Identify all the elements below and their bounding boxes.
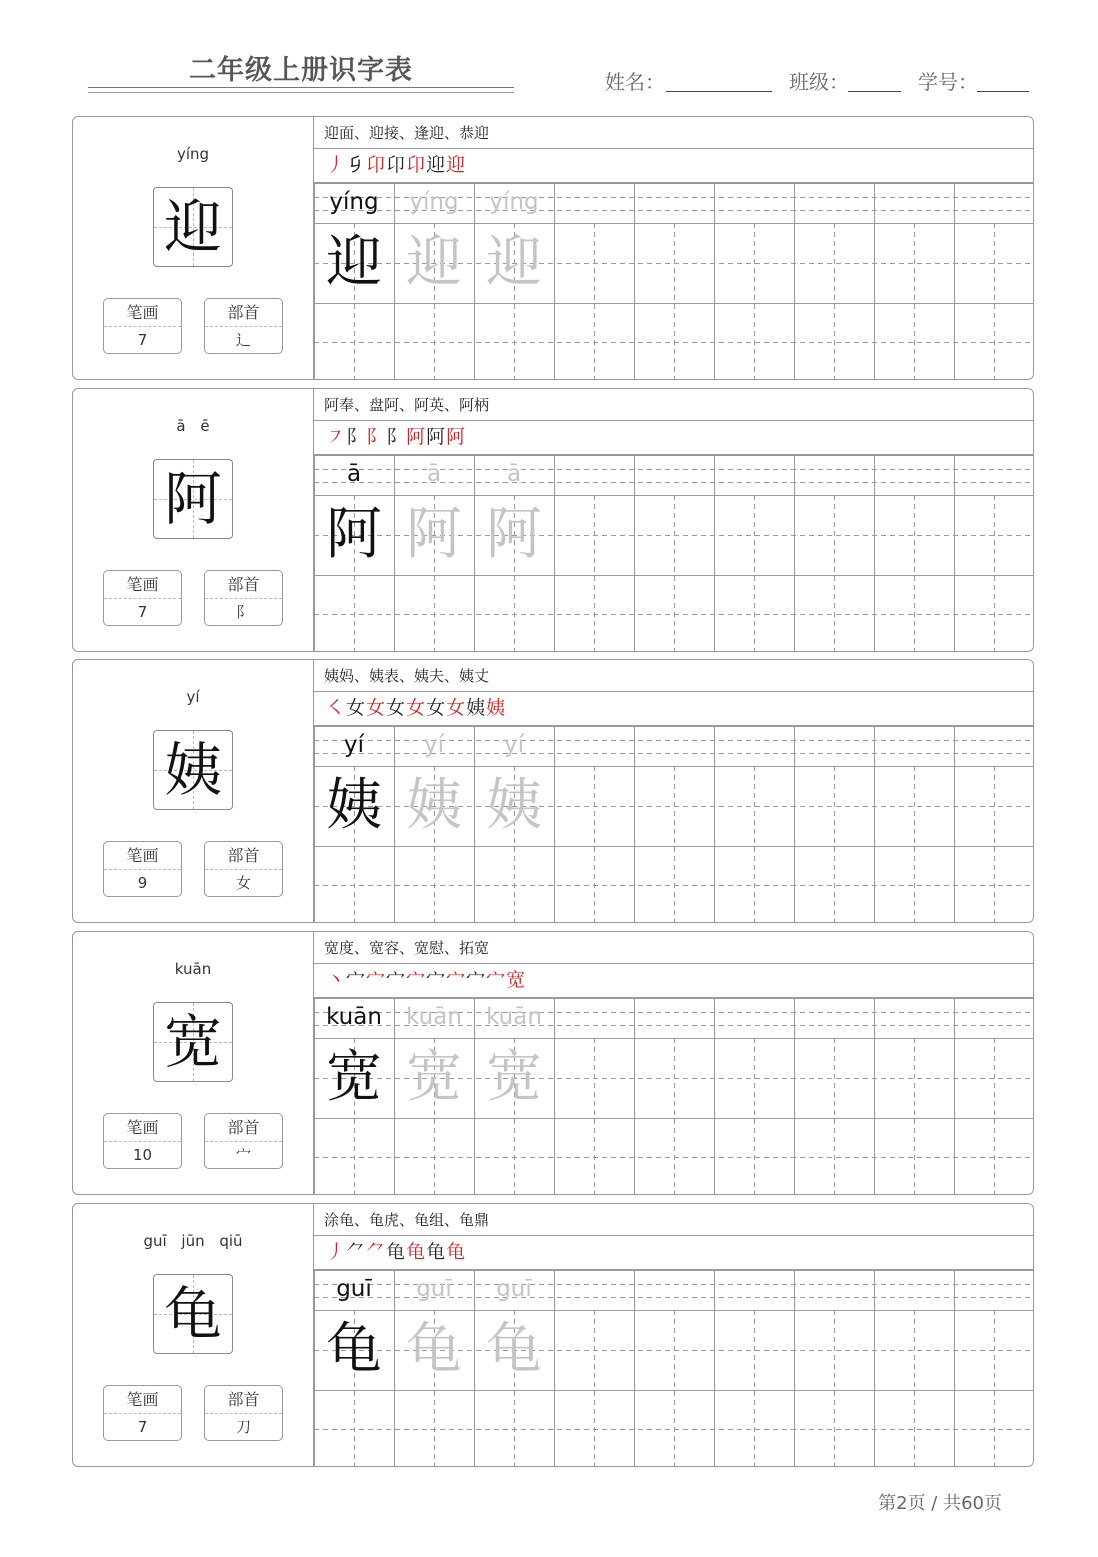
practice-char-cell: 宽 xyxy=(486,1045,542,1110)
stroke-count-label: 笔画 xyxy=(104,1386,181,1414)
stroke-step: 阿 xyxy=(446,426,466,448)
title-underline-thin xyxy=(88,92,514,93)
char-display-box xyxy=(153,187,233,267)
stroke-step: 阿 xyxy=(406,426,426,448)
practice-char-cell: 迎 xyxy=(406,230,462,295)
character-card xyxy=(72,1203,1034,1467)
stroke-step: 女 xyxy=(446,697,466,719)
radical-value: 宀 xyxy=(235,1146,251,1164)
practice-char-cell: 姨 xyxy=(406,773,462,838)
practice-char-cell: 宽 xyxy=(326,1045,382,1110)
practice-char-cell: 阿 xyxy=(406,502,462,567)
practice-char-cell: 迎 xyxy=(486,230,542,295)
stroke-step: 丿 xyxy=(326,1241,346,1263)
char-display-box xyxy=(153,1274,233,1354)
char-info-panel xyxy=(73,660,314,922)
stroke-step: 宽 xyxy=(506,969,526,991)
practice-panel xyxy=(314,660,1033,922)
name-label: 姓名： xyxy=(605,70,665,94)
stroke-step: 丿 xyxy=(326,154,346,176)
practice-grid[interactable] xyxy=(314,998,1034,1195)
practice-panel xyxy=(314,932,1033,1194)
stroke-count-value: 7 xyxy=(137,1418,148,1436)
stroke-count-box xyxy=(103,841,182,897)
radical-label: 部首 xyxy=(205,842,282,870)
stroke-step: 阝 xyxy=(386,426,406,448)
stroke-step: ㇛ xyxy=(326,697,346,719)
stroke-step: 龟 xyxy=(426,1241,446,1263)
practice-grid[interactable] xyxy=(314,455,1034,652)
stroke-step: 迎 xyxy=(426,154,446,176)
stroke-step: 宀 xyxy=(386,969,406,991)
stroke-count-label: 笔画 xyxy=(104,571,181,599)
radical-value: 阝 xyxy=(235,603,251,621)
stroke-count-box xyxy=(103,1113,182,1169)
stroke-order xyxy=(314,964,1033,998)
stroke-step: 阝 xyxy=(366,426,386,448)
char-info-panel xyxy=(73,117,314,379)
radical-label: 部首 xyxy=(205,571,282,599)
stroke-order xyxy=(314,692,1033,726)
char-glyph: 阿 xyxy=(163,465,222,533)
stroke-step: 女 xyxy=(366,697,386,719)
stroke-step: 丶 xyxy=(326,969,346,991)
stroke-step: 龟 xyxy=(406,1241,426,1263)
example-words: 宽度、宽容、宽慰、拓宽 xyxy=(314,932,1033,964)
stroke-count-box xyxy=(103,1385,182,1441)
class-field[interactable] xyxy=(848,91,901,92)
student-id-label: 学号： xyxy=(918,70,978,94)
practice-pinyin-cell: guī xyxy=(496,1276,532,1302)
practice-panel xyxy=(314,389,1033,651)
practice-pinyin-cell: ā xyxy=(426,461,442,487)
stroke-count-label: 笔画 xyxy=(104,1114,181,1142)
char-display-box xyxy=(153,730,233,810)
stroke-step: ⺈ xyxy=(346,1241,366,1263)
page-number: 第2页 / 共60页 xyxy=(878,1493,1002,1514)
practice-char-cell: 宽 xyxy=(406,1045,462,1110)
practice-pinyin-cell: guī xyxy=(416,1276,452,1302)
stroke-count-value: 10 xyxy=(132,1146,153,1164)
char-pinyin: kuān xyxy=(174,960,212,978)
practice-panel xyxy=(314,1204,1033,1466)
practice-char-cell: 龟 xyxy=(406,1317,462,1382)
stroke-step: 姨 xyxy=(466,697,486,719)
practice-char-cell: 阿 xyxy=(486,502,542,567)
practice-pinyin-cell: yíng xyxy=(329,189,379,215)
practice-char-cell: 龟 xyxy=(326,1317,382,1382)
example-words: 阿奉、盘阿、阿英、阿柄 xyxy=(314,389,1033,421)
title-underline xyxy=(88,87,514,88)
char-display-box xyxy=(153,459,233,539)
student-id-field[interactable] xyxy=(977,91,1029,92)
char-glyph: 龟 xyxy=(163,1280,222,1348)
worksheet-header xyxy=(0,0,1098,110)
practice-pinyin-cell: yí xyxy=(503,732,524,758)
stroke-step: 宀 xyxy=(426,969,446,991)
radical-label: 部首 xyxy=(205,1386,282,1414)
stroke-order xyxy=(314,421,1033,455)
practice-char-cell: 阿 xyxy=(326,502,382,567)
practice-pinyin-cell: ā xyxy=(506,461,522,487)
practice-char-cell: 姨 xyxy=(326,773,382,838)
stroke-step: 龟 xyxy=(386,1241,406,1263)
radical-value: 女 xyxy=(235,874,251,892)
stroke-step: 卬 xyxy=(366,154,386,176)
character-card xyxy=(72,931,1034,1195)
stroke-count-value: 9 xyxy=(137,874,148,892)
worksheet-title: 二年级上册识字表 xyxy=(189,55,413,86)
example-words: 迎面、迎接、逢迎、恭迎 xyxy=(314,117,1033,149)
stroke-step: 迎 xyxy=(446,154,466,176)
char-pinyin: ā ē xyxy=(176,417,210,435)
stroke-count-value: 7 xyxy=(137,603,148,621)
stroke-count-box xyxy=(103,298,182,354)
stroke-step: 女 xyxy=(346,697,366,719)
practice-pinyin-cell: kuān xyxy=(486,1004,542,1030)
stroke-step: 𠂎 xyxy=(346,154,366,176)
stroke-step: 卬 xyxy=(386,154,406,176)
char-pinyin: yí xyxy=(186,688,200,706)
stroke-step: 女 xyxy=(406,697,426,719)
practice-pinyin-cell: ā xyxy=(346,461,362,487)
stroke-count-label: 笔画 xyxy=(104,842,181,870)
practice-pinyin-cell: kuān xyxy=(326,1004,382,1030)
practice-char-cell: 龟 xyxy=(486,1317,542,1382)
char-glyph: 宽 xyxy=(163,1008,222,1076)
stroke-step: ⺈ xyxy=(366,1241,386,1263)
char-info-panel xyxy=(73,932,314,1194)
example-words: 涂龟、龟虎、龟组、龟鼎 xyxy=(314,1204,1033,1236)
practice-grid[interactable] xyxy=(314,726,1034,923)
stroke-step: 宀 xyxy=(346,969,366,991)
stroke-step: 宀 xyxy=(366,969,386,991)
radical-label: 部首 xyxy=(205,299,282,327)
character-card xyxy=(72,388,1034,652)
character-card xyxy=(72,659,1034,923)
char-display-box xyxy=(153,1002,233,1082)
radical-box xyxy=(204,841,283,897)
practice-pinyin-cell: yíng xyxy=(489,189,539,215)
radical-value: 辶 xyxy=(235,331,251,349)
practice-char-cell: 迎 xyxy=(326,230,382,295)
char-info-panel xyxy=(73,1204,314,1466)
practice-grid[interactable] xyxy=(314,183,1034,380)
radical-box xyxy=(204,570,283,626)
char-pinyin: guī jūn qiū xyxy=(143,1232,243,1250)
char-glyph: 姨 xyxy=(163,736,222,804)
stroke-step: 宀 xyxy=(486,969,506,991)
stroke-step: 阝 xyxy=(346,426,366,448)
char-pinyin: yíng xyxy=(176,145,210,163)
char-glyph: 迎 xyxy=(163,193,222,261)
stroke-step: 女 xyxy=(426,697,446,719)
stroke-order xyxy=(314,1236,1033,1270)
practice-pinyin-cell: kuān xyxy=(406,1004,462,1030)
stroke-step: ㇇ xyxy=(326,426,346,448)
stroke-count-box xyxy=(103,570,182,626)
class-label: 班级： xyxy=(789,70,849,94)
radical-box xyxy=(204,298,283,354)
practice-pinyin-cell: yí xyxy=(343,732,364,758)
stroke-step: 宀 xyxy=(446,969,466,991)
radical-value: 刀 xyxy=(235,1418,251,1436)
stroke-step: 阿 xyxy=(426,426,446,448)
stroke-order xyxy=(314,149,1033,183)
practice-pinyin-cell: yíng xyxy=(409,189,459,215)
practice-pinyin-cell: yí xyxy=(423,732,444,758)
example-words: 姨妈、姨表、姨夫、姨丈 xyxy=(314,660,1033,692)
practice-grid[interactable] xyxy=(314,1270,1034,1467)
radical-box xyxy=(204,1385,283,1441)
radical-label: 部首 xyxy=(205,1114,282,1142)
stroke-step: 龟 xyxy=(446,1241,466,1263)
stroke-step: 宀 xyxy=(466,969,486,991)
stroke-step: 卬 xyxy=(406,154,426,176)
name-field[interactable] xyxy=(666,91,772,92)
stroke-step: 宀 xyxy=(406,969,426,991)
stroke-step: 女 xyxy=(386,697,406,719)
practice-pinyin-cell: guī xyxy=(336,1276,372,1302)
char-info-panel xyxy=(73,389,314,651)
stroke-count-label: 笔画 xyxy=(104,299,181,327)
practice-panel xyxy=(314,117,1033,379)
stroke-step: 姨 xyxy=(486,697,506,719)
character-card xyxy=(72,116,1034,380)
practice-char-cell: 姨 xyxy=(486,773,542,838)
stroke-count-value: 7 xyxy=(137,331,148,349)
radical-box xyxy=(204,1113,283,1169)
